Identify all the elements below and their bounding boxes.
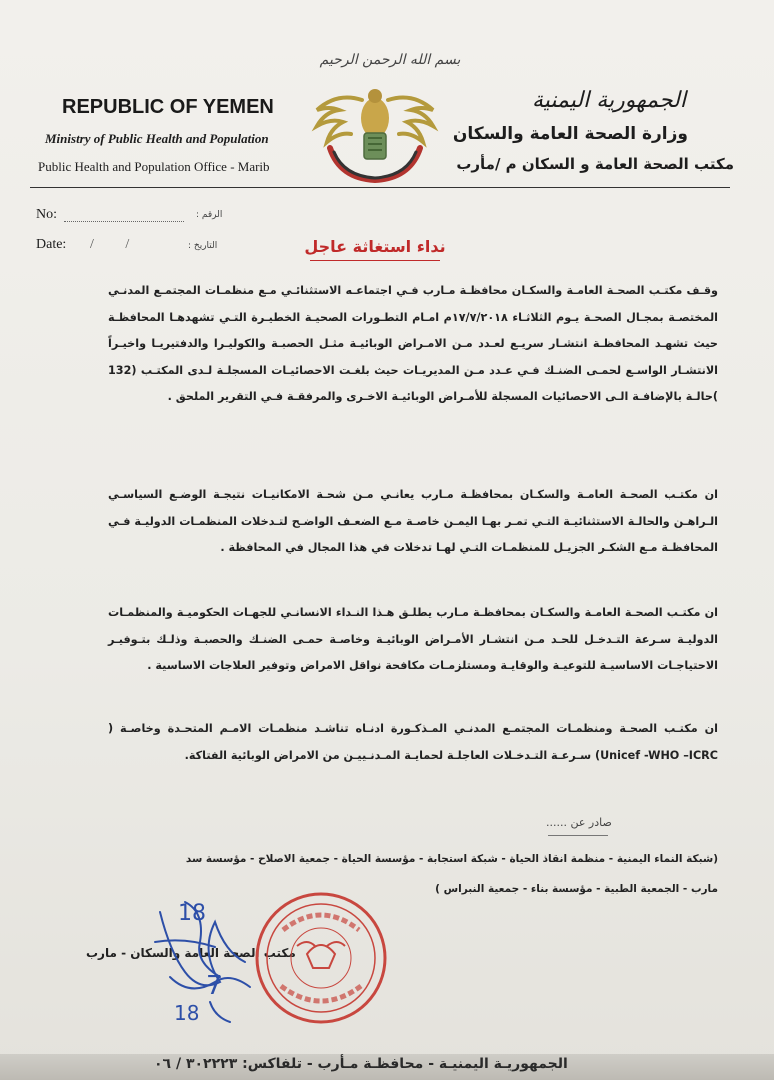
signature-office-name: مكتب الصحة العامة والسكان - مارب: [86, 946, 296, 960]
basmala: بسم الله الرحمن الرحيم: [319, 52, 461, 68]
paragraph-2: ان مكتـب الصحـة العامـة والسكـان بمحافظـة مـارب يعانـي مـن شحـة الامكانيـات نتيجـة الوضـع السياسـي الـراهـن والحالـة الاستثنائيـة التـي تمـر بهـا اليمـن خاصـة مـع الضعـف الواضـح لتـدخلات المنظمـات الدوليـة فـي المحافظـة مـع الشكـر الجزيـل للمنظمـات التـي لهـا تدخلات في هذا المجال في المحافظة .: [108, 488, 718, 554]
header-divider: [30, 187, 730, 188]
no-label: No:: [36, 207, 57, 222]
no-label-ar: الرقم :: [196, 210, 223, 220]
paragraph-4: ان مكتـب الصحـة ومنظمـات المجتمـع المدنـي المـذكـورة ادنـاه تناشـد منظمـات الامـم المتحـدة وخاصـة ( Unicef -WHO –ICRC) سـرعـة التـدخـلات العاجلـة لحمايـة المـدنـييـن من الامراض الوبائية الفتاكة.: [108, 722, 718, 762]
signature-date-top: 18: [178, 901, 206, 926]
handwritten-signature-icon: [140, 882, 270, 1042]
no-dotted-line: [64, 221, 184, 222]
signature-date-bottom: 18: [174, 1001, 200, 1025]
date-label-ar: التاريخ :: [188, 241, 218, 251]
organizations-line-2: مارب - الجمعية الطبية - مؤسسة بناء - جمعية النبراس ): [435, 883, 718, 895]
ministry-name-en: Ministry of Public Health and Population: [45, 131, 269, 146]
official-stamp-icon: [253, 890, 389, 1026]
date-label: Date:: [36, 237, 67, 252]
ministry-name-ar: وزارة الصحة العامة والسكان: [452, 124, 688, 144]
paragraph-3: ان مكتـب الصحـة العامـة والسكـان بمحافظـة مـارب يطلـق هـذا النـداء الانسانـي للجهـات الحكوميـة والمنظمـات الدوليـة سـرعة التـدخـل للحـد مـن انتشـار الأمـراض الوبائيـة وخاصـة حمـى الضنـك والحصبـة وذلـك بتـوفيـر الاحتياجـات الاساسيـة للتوعيـة والوقايـة ومستلزمـات مكافحة نواقل الامراض وتوفير العلاجات الاساسية .: [108, 606, 718, 672]
office-name-en: Public Health and Population Office - Marib: [38, 159, 270, 174]
date-value: / /: [90, 237, 130, 252]
paragraph-1: وقـف مكتـب الصحـة العامـة والسكـان محافظـة مـارب فـي اجتماعـه الاستثنائـي مـع منظمـات المجتمـع المدنـي المختصـة بمجـال الصحـة يـوم الثلاثـاء ١٧/٧/٢٠١٨م امـام التطـورات الصحيـة الخطيـرة التـي تشهدهـا المحافظـة حيث تشهـد المحافظـة انتشـار سريـع لعـدد مـن الامـراض الوبائيـة مثـل الحصبـة والكوليـرا والدفتيريـا واخيـراً الانتشـار الواسـع لحمـى الضنـك فـي عـدد مـن المديريـات حيث بلغـت الاحصائيـات المسجلـة لـدى المكتـب (132 )حالـة بالإضافـة الـى الاحصائيات المسجلة للأمـراض الوبائيـة الاخـرى والمرفقـة فـي التقرير الملحق .: [108, 284, 718, 403]
republic-title-ar: الجمهورية اليمنية: [531, 88, 686, 113]
yemen-emblem-icon: [300, 78, 450, 188]
footer-contact: الجمهوريـة اليمنيـة - محافظـة مـأرب - تلفاكس: ٣٠٢٢٢٣ / ٠٦: [154, 1056, 568, 1072]
title-underline: [310, 260, 440, 261]
signature-slash: 7: [206, 971, 223, 1001]
issued-by: صادر عن ......: [546, 816, 612, 829]
office-name-ar: مكتب الصحة العامة و السكان م /مأرب: [456, 155, 734, 173]
republic-title-en: REPUBLIC OF YEMEN: [62, 96, 274, 118]
organizations-line-1: (شبكة النماء اليمنية - منظمة انقاذ الحياة - شبكة استجابة - مؤسسة الحياة - جمعية الاصلاح - مؤسسة سد: [185, 853, 718, 865]
letter-title: نداء استغاثة عاجل: [304, 237, 446, 256]
issued-underline: [548, 835, 608, 836]
